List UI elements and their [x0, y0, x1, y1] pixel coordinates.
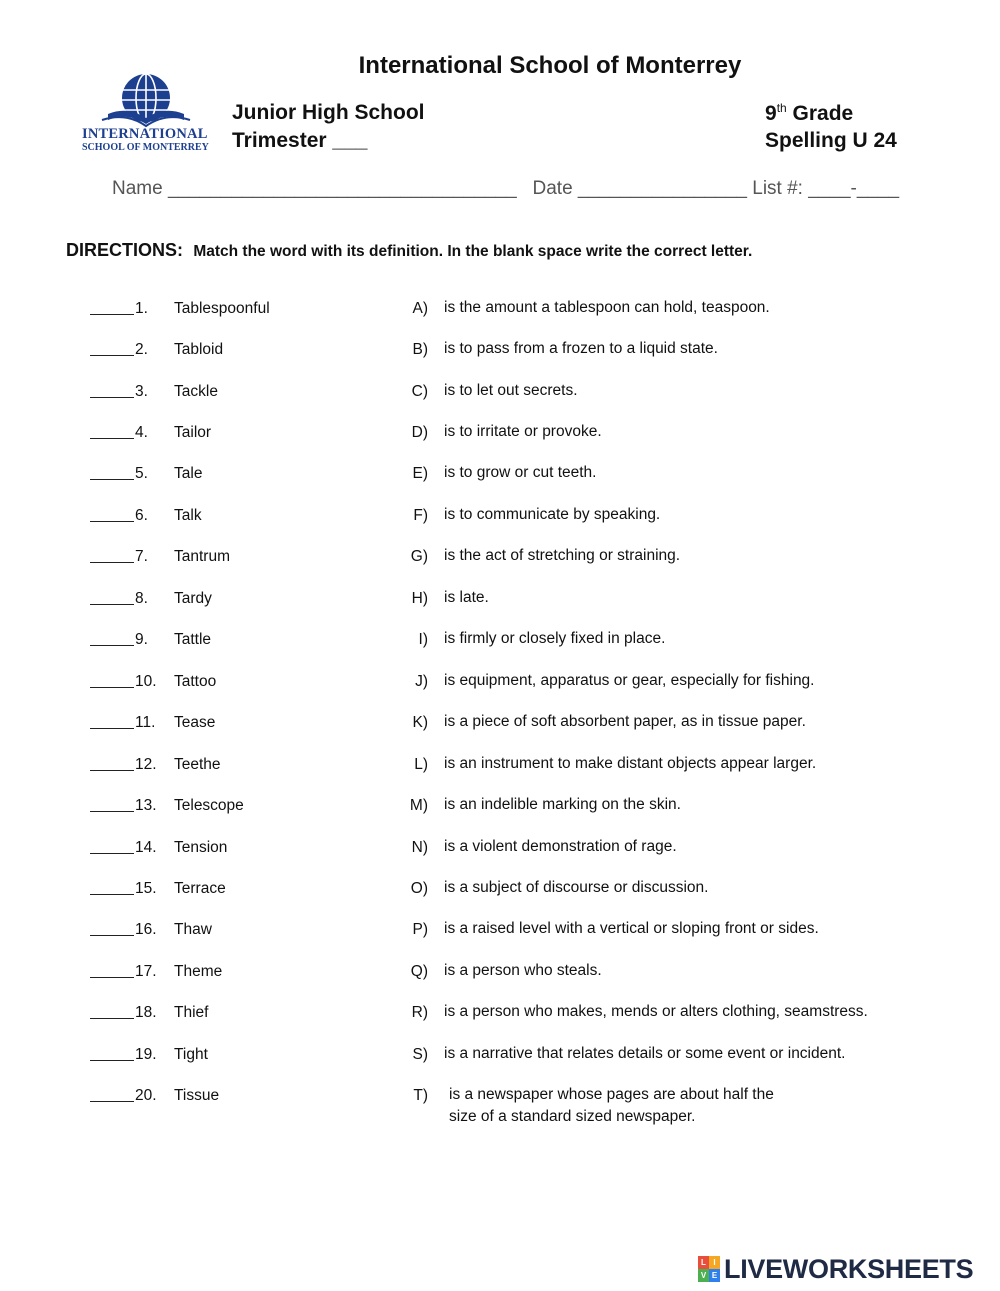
definition-letter: J): [415, 673, 428, 690]
list-item: [0, 590, 1000, 620]
logo-letter: I: [709, 1256, 720, 1269]
name-date-list-row[interactable]: Name _________________________________ Date ________________ List #: ____-____: [112, 178, 900, 199]
definition-text: is an instrument to make distant objects appear larger.: [444, 755, 817, 772]
definition-letter: D): [411, 424, 428, 441]
item-number: 3.: [135, 383, 148, 400]
list-item: [0, 1046, 1000, 1076]
answer-blank[interactable]: [90, 853, 134, 854]
item-word: Tale: [174, 465, 203, 482]
list-item: [0, 1087, 1000, 1137]
division-label: Junior High School: [232, 101, 425, 124]
answer-blank[interactable]: [90, 728, 134, 729]
liveworksheets-wordmark: LIVEWORKSHEETS: [724, 1253, 974, 1284]
definition-text: is to grow or cut teeth.: [444, 464, 597, 481]
grade-word: Grade: [792, 102, 854, 125]
definition-text: is firmly or closely fixed in place.: [444, 630, 666, 647]
list-item: [0, 548, 1000, 578]
definition-letter: R): [411, 1004, 428, 1021]
list-item: [0, 424, 1000, 454]
answer-blank[interactable]: [90, 438, 134, 439]
definition-text: is a violent demonstration of rage.: [444, 838, 677, 855]
item-word: Theme: [174, 963, 223, 980]
definition-letter: H): [411, 590, 428, 607]
answer-blank[interactable]: [90, 935, 134, 936]
answer-blank[interactable]: [90, 894, 134, 895]
answer-blank[interactable]: [90, 770, 134, 771]
item-word: Tattoo: [174, 673, 217, 690]
item-number: 6.: [135, 507, 148, 524]
item-number: 18.: [135, 1004, 157, 1021]
definition-text: is to irritate or provoke.: [444, 423, 602, 440]
list-item: [0, 673, 1000, 703]
answer-blank[interactable]: [90, 1101, 134, 1102]
item-number: 7.: [135, 548, 148, 565]
answer-blank[interactable]: [90, 811, 134, 812]
item-word: Tattle: [174, 631, 212, 648]
logo-letter: L: [698, 1256, 709, 1269]
answer-blank[interactable]: [90, 355, 134, 356]
item-number: 4.: [135, 424, 148, 441]
definition-text: is late.: [444, 589, 489, 606]
definition-letter: T): [413, 1087, 428, 1104]
item-number: 15.: [135, 880, 157, 897]
definition-text: is the act of stretching or straining.: [444, 547, 681, 564]
definition-letter: S): [412, 1046, 428, 1063]
definition-text: is an indelible marking on the skin.: [444, 796, 681, 813]
definition-text: is a narrative that relates details or some event or incident.: [444, 1045, 846, 1062]
item-number: 5.: [135, 465, 148, 482]
item-word: Tailor: [174, 424, 212, 441]
item-number: 2.: [135, 341, 148, 358]
definition-text: is a subject of discourse or discussion.: [444, 879, 709, 896]
item-number: 10.: [135, 673, 157, 690]
list-item: [0, 756, 1000, 786]
item-number: 13.: [135, 797, 157, 814]
definition-letter: N): [411, 839, 428, 856]
item-word: Tease: [174, 714, 216, 731]
definition-letter: F): [413, 507, 428, 524]
answer-blank[interactable]: [90, 645, 134, 646]
item-word: Tight: [174, 1046, 208, 1063]
directions-text: Match the word with its definition. In the blank space write the correct letter.: [193, 243, 753, 260]
directions: [66, 240, 752, 261]
item-number: 9.: [135, 631, 148, 648]
definition-letter: A): [412, 300, 428, 317]
list-item: [0, 300, 1000, 330]
item-word: Telescope: [174, 797, 244, 814]
item-word: Tablespoonful: [174, 300, 270, 317]
answer-blank[interactable]: [90, 1060, 134, 1061]
definition-text: is a newspaper whose pages are about half the size of a standard sized newspaper.: [449, 1086, 774, 1125]
list-item: [0, 880, 1000, 910]
definition-text: is to communicate by speaking.: [444, 506, 661, 523]
definition-letter: E): [412, 465, 428, 482]
directions-label: DIRECTIONS:: [66, 240, 183, 260]
item-number: 17.: [135, 963, 157, 980]
definition-text: is equipment, apparatus or gear, especially for fishing.: [444, 672, 815, 689]
definition-letter: M): [409, 797, 428, 814]
list-item: [0, 921, 1000, 951]
definition-letter: P): [412, 921, 428, 938]
item-number: 8.: [135, 590, 148, 607]
definition-text: is the amount a tablespoon can hold, teaspoon.: [444, 299, 770, 316]
list-item: [0, 383, 1000, 413]
answer-blank[interactable]: [90, 1018, 134, 1019]
spelling-unit-label: Spelling U 24: [765, 129, 897, 152]
logo-letter: E: [709, 1269, 720, 1282]
item-word: Tackle: [174, 383, 218, 400]
list-item: [0, 714, 1000, 744]
answer-blank[interactable]: [90, 521, 134, 522]
definition-text: is a raised level with a vertical or sloping front or sides.: [444, 920, 819, 937]
answer-blank[interactable]: [90, 687, 134, 688]
school-name: International School of Monterrey: [358, 52, 742, 79]
answer-blank[interactable]: [90, 562, 134, 563]
item-number: 11.: [135, 714, 156, 731]
item-number: 14.: [135, 839, 157, 856]
answer-blank[interactable]: [90, 977, 134, 978]
item-word: Terrace: [174, 880, 226, 897]
list-item: [0, 839, 1000, 869]
grade-number: 9: [765, 102, 777, 125]
definition-letter: Q): [410, 963, 428, 980]
item-word: Tantrum: [174, 548, 230, 565]
liveworksheets-logo-icon: [698, 1256, 720, 1282]
answer-blank[interactable]: [90, 314, 134, 315]
logo-letter: V: [698, 1269, 709, 1282]
list-item: [0, 963, 1000, 993]
item-number: 12.: [135, 756, 157, 773]
definition-letter: G): [410, 548, 428, 565]
item-number: 19.: [135, 1046, 157, 1063]
definition-letter: I): [418, 631, 428, 648]
item-number: 16.: [135, 921, 157, 938]
list-item: [0, 465, 1000, 495]
item-word: Thief: [174, 1004, 209, 1021]
item-word: Talk: [174, 507, 202, 524]
grade-label: [765, 101, 853, 126]
definition-text: is to let out secrets.: [444, 382, 578, 399]
definition-letter: L): [414, 756, 428, 773]
logo-text-line2: SCHOOL OF MONTERREY: [82, 142, 209, 153]
item-number: 1.: [135, 300, 148, 317]
definition-letter: K): [412, 714, 428, 731]
definition-text: is a person who steals.: [444, 962, 602, 979]
answer-blank[interactable]: [90, 397, 134, 398]
logo-text-line1: INTERNATIONAL: [82, 126, 208, 142]
list-item: [0, 1004, 1000, 1034]
trimester-label: Trimester ___: [232, 129, 368, 152]
definition-letter: C): [411, 383, 428, 400]
definition-text: is a piece of soft absorbent paper, as in tissue paper.: [444, 713, 806, 730]
answer-blank[interactable]: [90, 479, 134, 480]
definition-text: is to pass from a frozen to a liquid state.: [444, 340, 718, 357]
answer-blank[interactable]: [90, 604, 134, 605]
definition-letter: O): [410, 880, 428, 897]
grade-superscript: th: [776, 101, 787, 115]
item-word: Tardy: [174, 590, 212, 607]
definition-text: is a person who makes, mends or alters clothing, seamstress.: [444, 1003, 868, 1020]
list-item: [0, 507, 1000, 537]
item-word: Thaw: [174, 921, 212, 938]
liveworksheets-brand: [698, 1254, 973, 1284]
item-word: Teethe: [174, 756, 221, 773]
list-item: [0, 341, 1000, 371]
item-word: Tissue: [174, 1087, 220, 1104]
item-word: Tabloid: [174, 341, 224, 358]
item-number: 20.: [135, 1087, 157, 1104]
definition-letter: B): [412, 341, 428, 358]
item-word: Tension: [174, 839, 228, 856]
list-item: [0, 797, 1000, 827]
list-item: [0, 631, 1000, 661]
